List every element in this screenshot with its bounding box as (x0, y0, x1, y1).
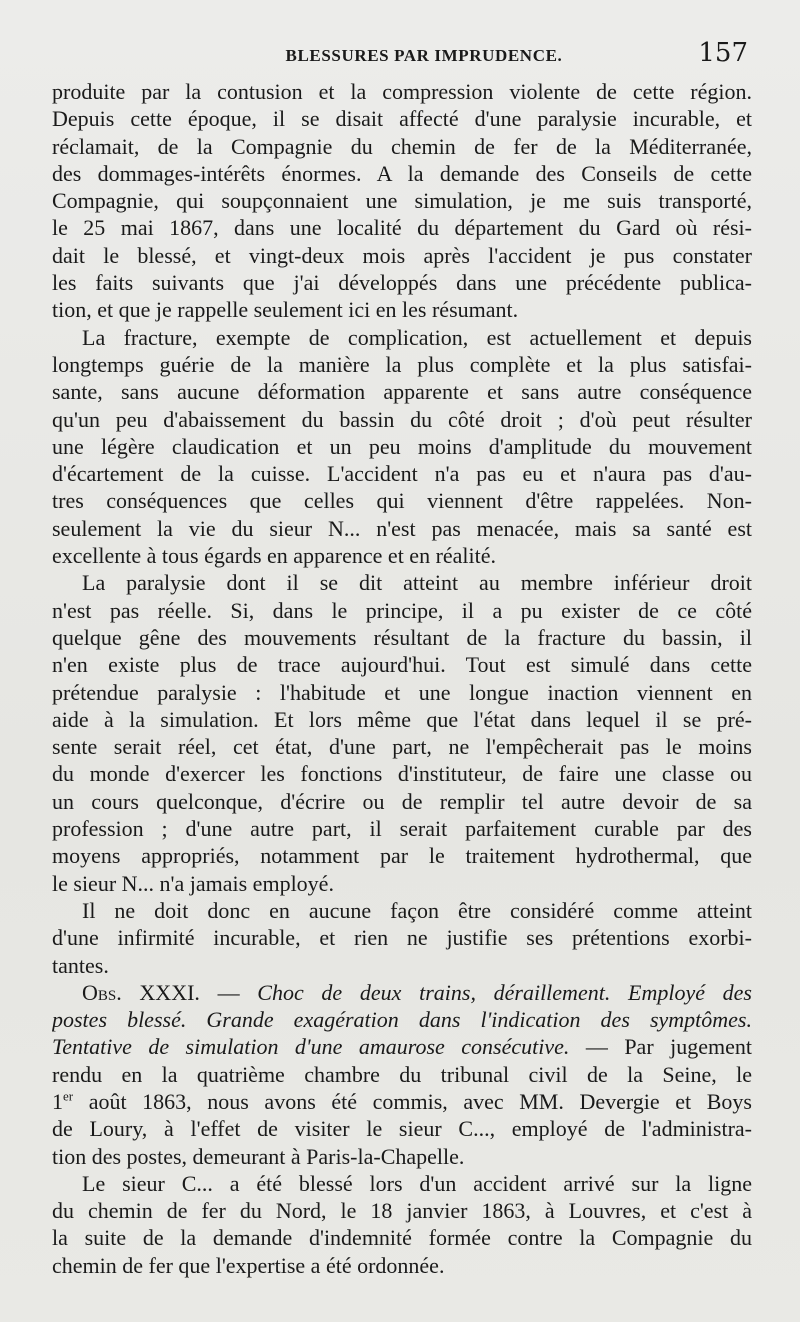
text-line: dait le blessé, et vingt-deux mois après l'accident je pus constater (52, 242, 752, 268)
text-line: produite par la contusion et la compression violente de cette région. (52, 79, 752, 104)
text-line: de Loury, à l'effet de visiter le sieur C..., employé de l'administra- (52, 1116, 752, 1142)
observation-title-end-line (52, 1033, 752, 1060)
text-line: sante, sans aucune déformation apparente et sans autre conséquence (52, 379, 752, 405)
text-line: du monde d'exercer les fonctions d'instituteur, de faire une classe ou (52, 761, 752, 787)
observation-title: Choc de deux trains, déraillement. Employé des (257, 979, 752, 1005)
running-head (52, 38, 752, 78)
text-line: d'une infirmité incurable, et rien ne justifie ses prétentions exorbi- (52, 925, 752, 951)
text-line: chemin de fer que l'expertise a été ordonnée. (52, 1252, 445, 1278)
text-line: des dommages-intérêts énormes. A la demande des Conseils de cette (52, 160, 752, 186)
page-number: 157 (698, 38, 748, 68)
text-line: tantes. (52, 952, 109, 978)
text-run: août 1863, nous avons été commis, avec MM. Devergie et Boys (73, 1088, 752, 1114)
text-line: tion des postes, demeurant à Paris-la-Chapelle. (52, 1143, 465, 1169)
text-line: une légère claudication et un peu moins d'amplitude du mouvement (52, 433, 752, 459)
observation-heading-line (52, 979, 752, 1006)
ordinal-superscript: er (63, 1088, 74, 1104)
running-title: BLESSURES PAR IMPRUDENCE. (285, 46, 563, 65)
text-line: la suite de la demande d'indemnité formée contre la Compagnie du (52, 1225, 752, 1251)
text-line: qu'un peu d'abaissement du bassin du côté droit ; d'où peut résulter (52, 406, 752, 432)
text-line: prétendue paralysie : l'habitude et une longue inaction viennent en (52, 679, 752, 705)
observation-title-line: postes blessé. Grande exagération dans l'indication des symptômes. (52, 1007, 752, 1033)
text-line: tres conséquences que celles qui viennent d'être rappelées. Non- (52, 488, 752, 514)
text-line (52, 1088, 752, 1115)
text-line: d'écartement de la cuisse. L'accident n'a pas eu et n'aura pas d'au- (52, 461, 752, 487)
text-line: moyens appropriés, notamment par le traitement hydrothermal, que (52, 843, 752, 869)
text-line: Compagnie, qui soupçonnaient une simulation, je me suis transporté, (52, 188, 752, 214)
text-line: Depuis cette époque, il se disait affecté d'une paralysie incurable, et (52, 106, 752, 132)
text-line: longtemps guérie de la manière la plus complète et la plus satisfai- (52, 351, 752, 377)
text-line: seulement la vie du sieur N... n'est pas menacée, mais sa santé est (52, 515, 752, 541)
text-run: — Par jugement (569, 1034, 752, 1060)
paragraph-start-line: La fracture, exempte de complication, est actuellement et depuis (82, 324, 752, 350)
text-line: réclamait, de la Compagnie du chemin de fer de la Méditerranée, (52, 133, 752, 159)
text-line: n'est pas réelle. Si, dans le principe, il a pu exister de ce côté (52, 597, 752, 623)
observation-title-end: Tentative de simulation d'une amaurose consécutive. (52, 1034, 570, 1060)
paragraph-start-line: La paralysie dont il se dit atteint au membre inférieur droit (82, 570, 752, 596)
text-line: le sieur N... n'a jamais employé. (52, 870, 334, 896)
day-number: 1 (52, 1088, 63, 1114)
em-dash: — (199, 979, 258, 1005)
text-line: quelque gêne des mouvements résultant de la fracture du bassin, il (52, 624, 752, 650)
text-line: les faits suivants que j'ai développés dans une précédente publica- (52, 270, 752, 296)
text-line: profession ; d'une autre part, il serait parfaitement curable par des (52, 816, 752, 842)
text-line: le 25 mai 1867, dans une localité du département du Gard où rési- (52, 215, 752, 241)
text-line: du chemin de fer du Nord, le 18 janvier 1863, à Louvres, et c'est à (52, 1198, 752, 1224)
text-line: rendu en la quatrième chambre du tribunal civil de la Seine, le (52, 1061, 752, 1087)
text-line: n'en existe plus de trace aujourd'hui. Tout est simulé dans cette (52, 652, 752, 678)
text-line: excellente à tous égards en apparence et en réalité. (52, 543, 497, 569)
text-line: aide à la simulation. Et lors même que l'état dans lequel il se pré- (52, 706, 752, 732)
observation-label: Obs. XXXI. (82, 979, 200, 1005)
paragraph-start-line: Le sieur C... a été blessé lors d'un accident arrivé sur la ligne (82, 1170, 752, 1196)
text-line: sente serait réel, cet état, d'une part, ne l'empêcherait pas le moins (52, 734, 752, 760)
paragraph-start-line: Il ne doit donc en aucune façon être considéré comme atteint (82, 897, 752, 923)
text-line: un cours quelconque, d'écrire ou de remplir tel autre devoir de sa (52, 788, 752, 814)
body-text (52, 78, 752, 1279)
text-line: tion, et que je rappelle seulement ici en les résumant. (52, 297, 519, 323)
